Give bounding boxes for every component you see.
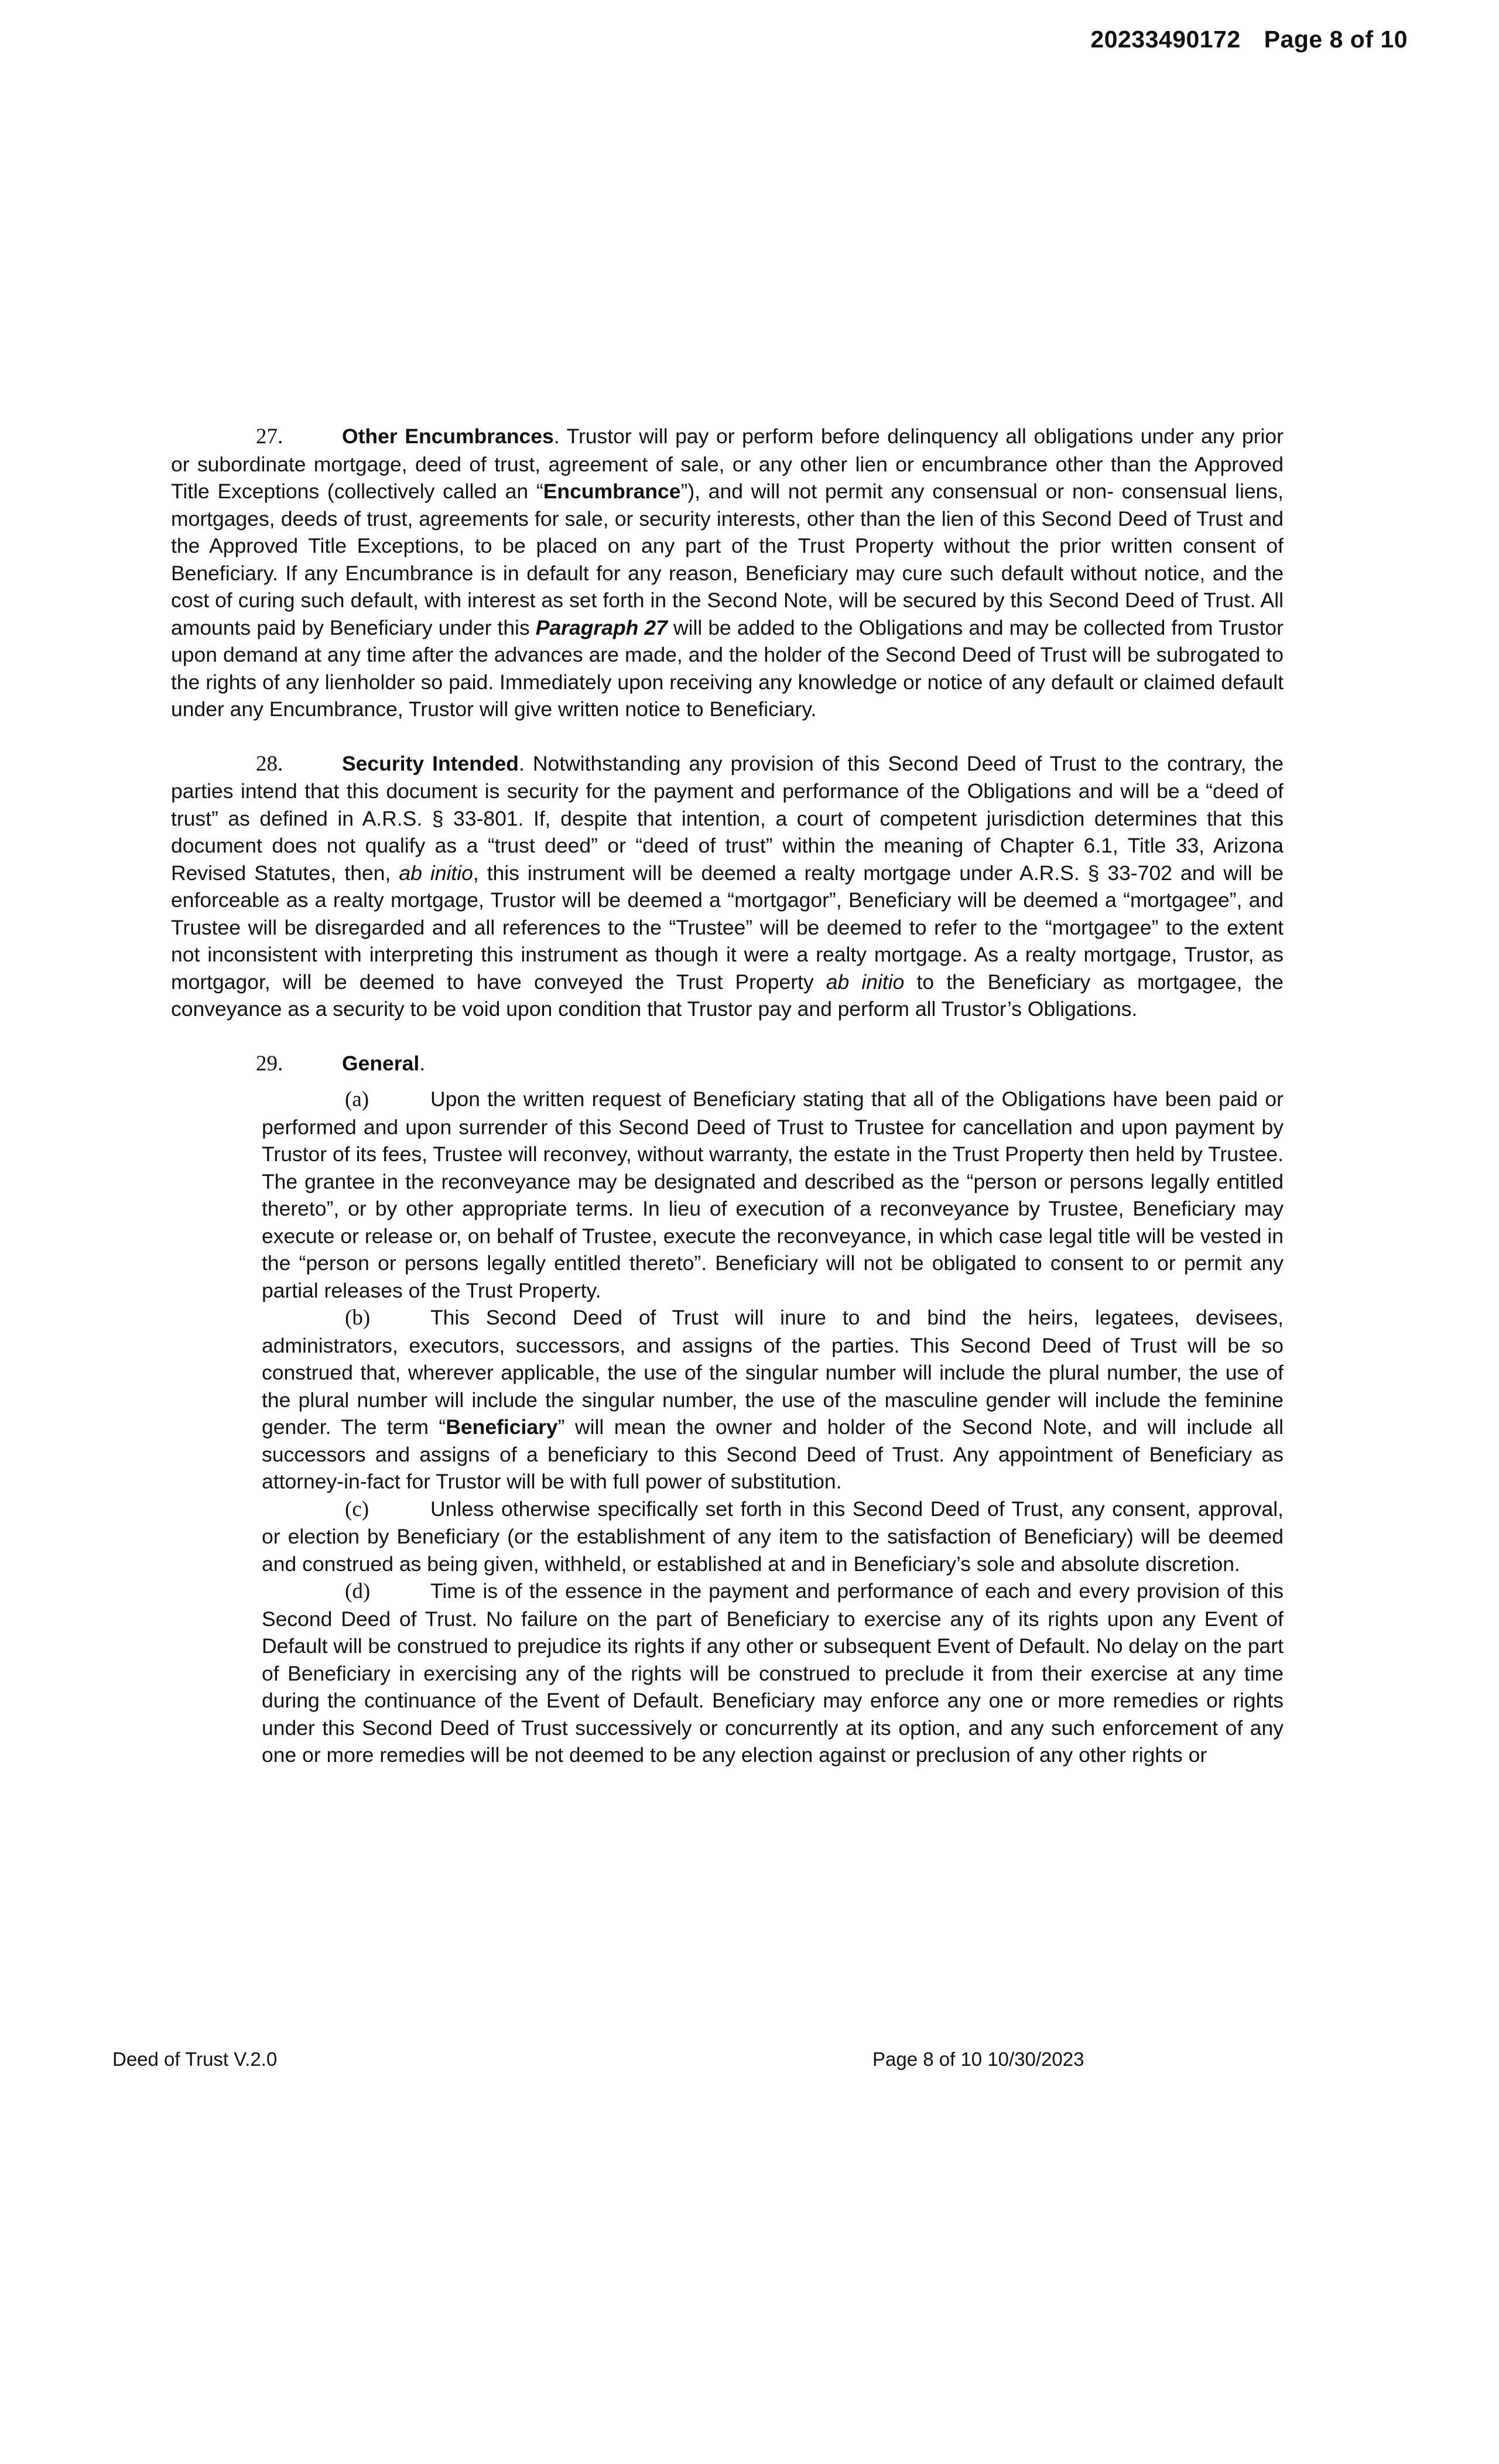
section-text: to the Beneficiary as mortgagee, the conveyance as a security to be void upon condition that Trustor pay and perform all Trustor’s Obligations. <box>171 970 1284 1021</box>
footer-document-version: Deed of Trust V.2.0 <box>112 2048 278 2070</box>
subsection-text: Time is of the essence in the payment and performance of each and every provision of this Second Deed of Trust. No failure on the part of Beneficiary to exercise any of its rights upon any Event of Default will be construed to prejudice its rights if any other or subsequent Event of Default. No delay on the part of Beneficiary in exercising any of the rights will be construed to preclude it from their exercise at any time during the continuance of the Event of Default. Beneficiary may enforce any one or more remedies or rights under this Second Deed of Trust successively or concurrently at its option, and any such enforcement of any one or more remedies will be not deemed to be any election against or preclusion of any other rights or <box>262 1579 1284 1767</box>
section-number: 28. <box>256 751 283 776</box>
section-29 <box>171 1050 1284 1769</box>
section-text: Notwithstanding any provision of this Second Deed of Trust to the contrary, the parties intend that this document is security for the payment and performance of the Obligations and will be a “deed of trust” as defined in A.R.S. § 33-801. If, despite that intention, a court of competent jurisdiction determines that this document does not qualify as a “trust deed” or “deed of trust” within the meaning of Chapter 6.1, Title 33, Arizona Revised Statutes, then, <box>171 751 1284 885</box>
section-text: ”), and will not permit any consensual or non- consensual liens, mortgages, deeds of trust, agreements for sale, or security interests, other than the lien of this Second Deed of Trust and the Approved Title Exceptions, to be placed on any part of the Trust Property without the prior written consent of Beneficiary. If any Encumbrance is in default for any reason, Beneficiary may cure such default without notice, and the cost of curing such default, with interest as set forth in the Second Note, will be secured by this Second Deed of Trust. All amounts paid by Beneficiary under this <box>171 480 1284 639</box>
defined-term: Beneficiary <box>446 1415 558 1439</box>
subsection-label: (b) <box>345 1306 371 1330</box>
subsection-text: ” will mean the owner and holder of the Second Note, and will include all successors and assigns of a beneficiary to this Second Deed of Trust. Any appointment of Beneficiary as attorney-in-fact for Trustor will be with full power of substitution. <box>262 1415 1284 1493</box>
subsection-text: Unless otherwise specifically set forth in this Second Deed of Trust, any consent, approval, or election by Beneficiary (or the establishment of any item to the satisfaction of Beneficiary) will be deemed and construed as being given, withheld, or established at and in Beneficiary’s sole and absolute discretion. <box>262 1497 1284 1576</box>
section-27: 27. Other Encumbrances. Trustor will pay or perform before delinquency all obligations under any prior or subordinate mortgage, deed of trust, agreement of sale, or any other lien or encumbrance other than the Approved Title Exceptions (collectively called an “Encumbrance”), and will not permit any consensual or non- consensual liens, mortgages, deeds of trust, agreements for sale, or security interests, other than the lien of this Second Deed of Trust and the Approved Title Exceptions, to be placed on any part of the Trust Property without the prior written consent of Beneficiary. If any Encumbrance is in default for any reason, Beneficiary may cure such default without notice, and the cost of curing such default, with interest as set forth in the Second Note, will be secured by this Second Deed of Trust. All amounts paid by Beneficiary under this Paragraph 27 will be added to the Obligations and may be collected from Trustor upon demand at any time after the advances are made, and the holder of the Second Deed of Trust will be subrogated to the rights of any lienholder so paid. Immediately upon receiving any knowledge or notice of any default or claimed default under any Encumbrance, Trustor will give written notice to Beneficiary. <box>171 425 1284 721</box>
section-text: Trustor will pay or perform before delinquency all obligations under any prior or subordinate mortgage, deed of trust, agreement of sale, or any other lien or encumbrance other than the Approved Title Exceptions (collectively called an “ <box>171 425 1284 503</box>
section-heading: General <box>342 1051 420 1075</box>
subsection-text: This Second Deed of Trust will inure to and bind the heirs, legatees, devisees, administrators, executors, successors, and assigns of the parties. This Second Deed of Trust will be so construed that, wherever applicable, the use of the singular number will include the plural number, the use of the plural number will include the singular number, the use of the masculine gender will include the feminine gender. The term “ <box>262 1306 1284 1439</box>
document-body <box>171 423 1284 1769</box>
latin-term: ab initio <box>399 861 473 885</box>
section-29-heading-line: 29. General. <box>171 1050 1284 1078</box>
recording-stamp <box>1090 26 1408 53</box>
subsection-c <box>262 1495 1284 1578</box>
subsection-a <box>262 1086 1284 1304</box>
paragraph-reference: Paragraph 27 <box>535 615 668 639</box>
section-number: 27. <box>256 425 283 449</box>
section-heading: Security Intended <box>342 751 519 775</box>
footer-page-date: Page 8 of 10 10/30/2023 <box>872 2048 1084 2070</box>
subsection-label: (d) <box>345 1579 371 1603</box>
subsection-d <box>262 1577 1284 1769</box>
subsection-label: (c) <box>345 1497 369 1521</box>
subsection-text: Upon the written request of Beneficiary stating that all of the Obligations have been paid or performed and upon surrender of this Second Deed of Trust to Trustee for cancellation and upon payment by Trustor of its fees, Trustee will reconvey, without warranty, the estate in the Trust Property then held by Trustee. The grantee in the reconveyance may be designated and described as the “person or persons legally entitled thereto”, or by other appropriate terms. In lieu of execution of a reconveyance by Trustee, Beneficiary may execute or release or, on behalf of Trustee, execute the reconveyance, in which case legal title will be vested in the “person or persons legally entitled thereto”. Beneficiary will not be obligated to consent to or permit any partial releases of the Trust Property. <box>262 1087 1284 1302</box>
section-heading: Other Encumbrances <box>342 425 554 448</box>
subsection-label: (a) <box>345 1087 369 1111</box>
document-number: 20233490172 <box>1090 26 1241 53</box>
defined-term: Encumbrance <box>543 480 681 503</box>
section-text: , this instrument will be deemed a realty mortgage under A.R.S. § 33-702 and will be enforceable as a realty mortgage, Trustor will be deemed a “mortgagor”, Beneficiary will be deemed a “mortgagee”, and Trustee will be disregarded and all references to the “Trustee” will be deemed to refer to the “mortgagee” to the extent not inconsistent with interpreting this instrument as though it were a realty mortgage. As a realty mortgage, Trustor, as mortgagor, will be deemed to have conveyed the Trust Property <box>171 861 1284 994</box>
recorded-page-label: Page 8 of 10 <box>1264 26 1408 53</box>
section-28: 28. Security Intended. Notwithstanding any provision of this Second Deed of Trust to the contrary, the parties intend that this document is security for the payment and performance of the Obligations and will be a “deed of trust” as defined in A.R.S. § 33-801. If, despite that intention, a court of competent jurisdiction determines that this document does not qualify as a “trust deed” or “deed of trust” within the meaning of Chapter 6.1, Title 33, Arizona Revised Statutes, then, ab initio, this instrument will be deemed a realty mortgage under A.R.S. § 33-702 and will be enforceable as a realty mortgage, Trustor will be deemed a “mortgagor”, Beneficiary will be deemed a “mortgagee”, and Trustee will be disregarded and all references to the “Trustee” will be deemed to refer to the “mortgagee” to the extent not inconsistent with interpreting this instrument as though it were a realty mortgage. As a realty mortgage, Trustor, as mortgagor, will be deemed to have conveyed the Trust Property ab initio to the Beneficiary as mortgagee, the conveyance as a security to be void upon condition that Trustor pay and perform all Trustor’s Obligations. <box>171 751 1284 1021</box>
latin-term: ab initio <box>826 970 905 994</box>
subsection-list <box>262 1086 1284 1769</box>
subsection-b <box>262 1304 1284 1495</box>
section-number: 29. <box>256 1051 283 1076</box>
section-text: will be added to the Obligations and may be collected from Trustor upon demand at any time after the advances are made, and the holder of the Second Deed of Trust will be subrogated to the rights of any lienholder so paid. Immediately upon receiving any knowledge or notice of any default or claimed default under any Encumbrance, Trustor will give written notice to Beneficiary. <box>171 615 1284 721</box>
